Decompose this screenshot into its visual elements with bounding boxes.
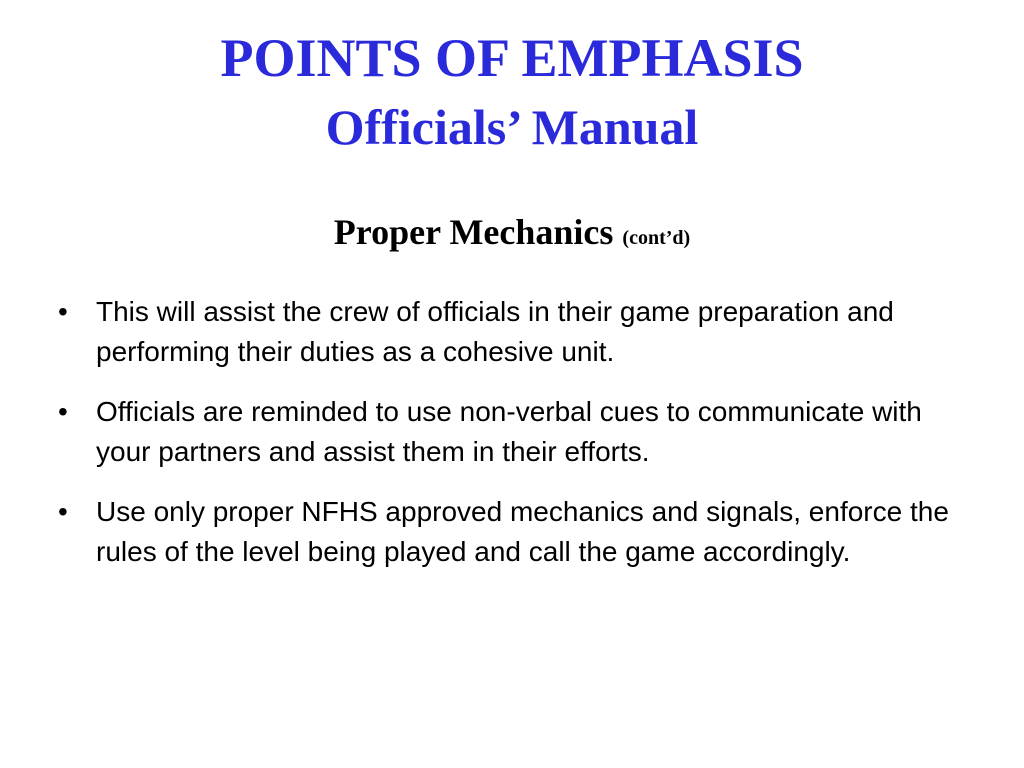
bullet-marker: •: [58, 496, 68, 527]
section-heading-text: Proper Mechanics: [333, 212, 614, 252]
bullet-list: [56, 292, 976, 592]
title-block: [0, 26, 1024, 156]
bullet-item: [56, 392, 976, 472]
slide-title: POINTS OF EMPHASIS: [220, 28, 804, 88]
bullet-item: [56, 492, 976, 572]
bullet-text: This will assist the crew of officials in their game preparation and performing their duties as a cohesive unit.: [96, 296, 894, 367]
section-heading: [0, 210, 1024, 260]
bullet-marker: •: [58, 296, 68, 327]
section-heading-note: (cont’d): [622, 227, 691, 249]
bullet-text: Officials are reminded to use non-verbal cues to communicate with your partners and assist them in their efforts.: [96, 396, 922, 467]
bullet-text: Use only proper NFHS approved mechanics and signals, enforce the rules of the level being played and call the game accordingly.: [96, 496, 949, 567]
bullet-marker: •: [58, 396, 68, 427]
bullet-item: [56, 292, 976, 372]
slide-subtitle: Officials’ Manual: [325, 99, 699, 155]
